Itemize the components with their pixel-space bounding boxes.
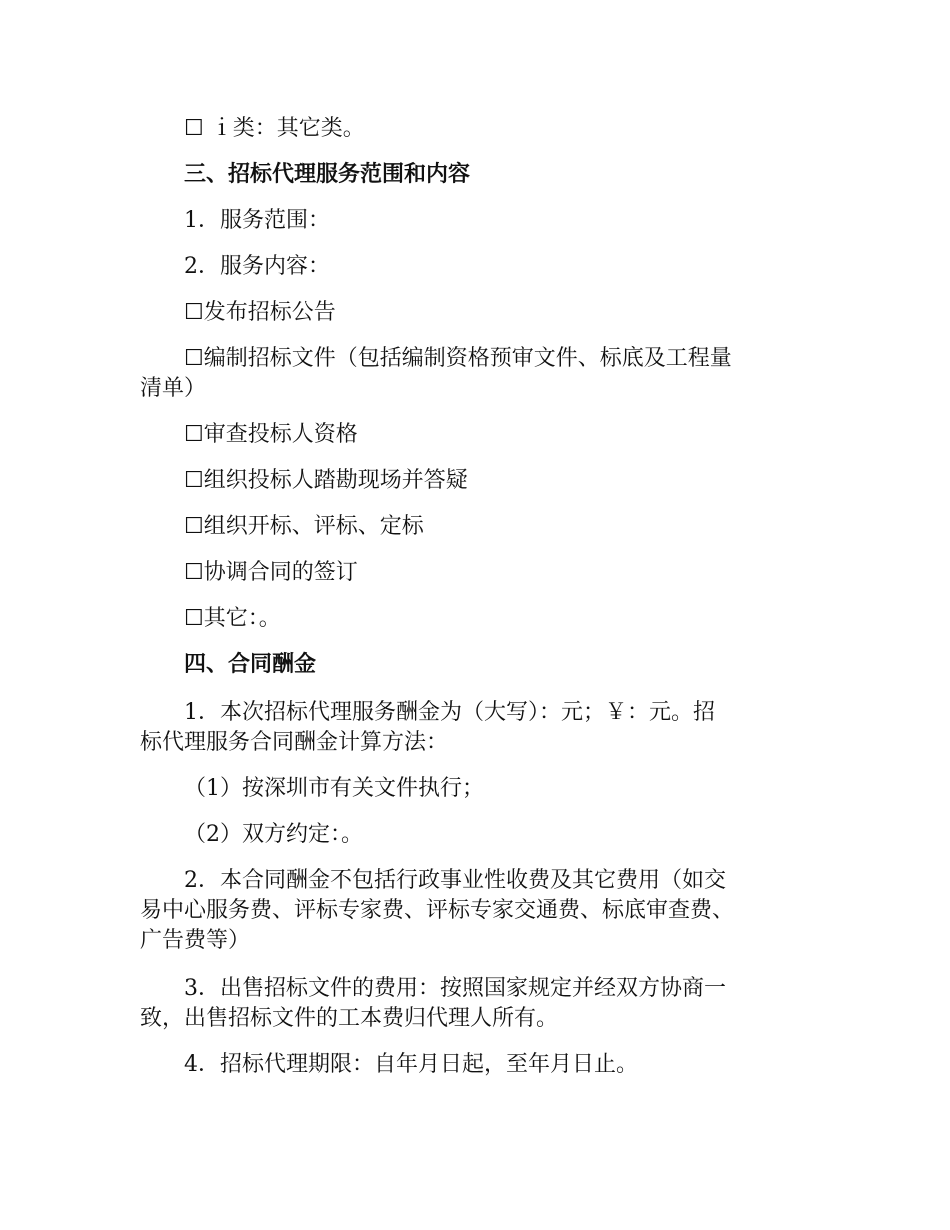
service-content: 2．服务内容： — [184, 254, 330, 279]
fee-paragraph-2-cont-1: 易中心服务费、评标专家费、评标专家交通费、标底审查费、 — [140, 898, 735, 923]
checkbox-item-contract-signing: ☐协调合同的签订 — [184, 560, 358, 585]
fee-paragraph-3-cont: 致，出售招标文件的工本费归代理人所有。 — [140, 1006, 559, 1031]
checkbox-item-announcement: ☐发布招标公告 — [184, 300, 336, 325]
fee-method-1: （1）按深圳市有关文件执行； — [184, 776, 484, 801]
fee-paragraph-1: 1．本次招标代理服务酬金为（大写）：元；￥：元。招 — [184, 700, 715, 725]
checkbox-item-qualification: ☐审查投标人资格 — [184, 422, 358, 447]
checkbox-item-category-i: ☐ ｉ类：其它类。 — [184, 116, 365, 141]
fee-paragraph-2-cont-2: 广告费等） — [140, 928, 251, 953]
checkbox-item-bid-opening: ☐组织开标、评标、定标 — [184, 514, 424, 539]
checkbox-item-tender-docs-cont: 清单） — [140, 376, 207, 401]
fee-paragraph-1-cont: 标代理服务合同酬金计算方法： — [140, 730, 449, 755]
section-heading-4: 四、合同酬金 — [184, 652, 317, 677]
service-scope: 1．服务范围： — [184, 208, 330, 233]
checkbox-item-other: ☐其它：。 — [184, 606, 281, 631]
section-heading-3: 三、招标代理服务范围和内容 — [184, 162, 471, 187]
checkbox-item-site-visit: ☐组织投标人踏勘现场并答疑 — [184, 468, 468, 493]
fee-paragraph-2: 2．本合同酬金不包括行政事业性收费及其它费用（如交 — [184, 868, 726, 893]
checkbox-item-tender-docs: ☐编制招标文件（包括编制资格预审文件、标底及工程量 — [184, 346, 732, 371]
fee-paragraph-3: 3．出售招标文件的费用：按照国家规定并经双方协商一 — [184, 976, 726, 1001]
agency-period: 4．招标代理期限：自年月日起，至年月日止。 — [184, 1052, 638, 1077]
fee-method-2: （2）双方约定：。 — [184, 822, 363, 847]
